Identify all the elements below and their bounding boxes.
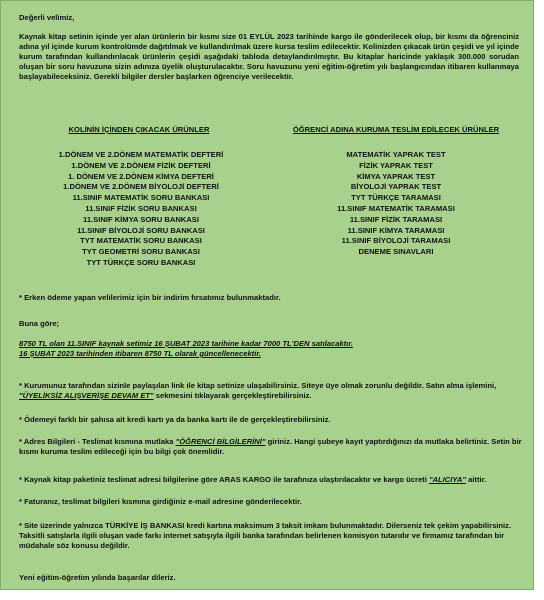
list-item: 11.SINIF FİZİK TARAMASI: [349, 214, 443, 224]
buna-gore-label: Buna göre;: [19, 319, 60, 328]
list-item: TYT MATEMATİK SORU BANKASI: [80, 236, 202, 246]
list-item: MATEMATİK YAPRAK TEST: [346, 150, 446, 159]
link-note-tail: sekmesini tıklayarak gerçekleştirebilirsiniz.: [155, 391, 312, 400]
list-item: TYT TÜRKÇE TARAMASI: [351, 193, 441, 203]
address-note-text: * Adres Bilgileri - Teslimat kısmına mutlaka: [19, 437, 174, 446]
address-note: [19, 437, 523, 457]
cargo-note: [19, 475, 523, 485]
payment-note: * Ödemeyi farklı bir şahısa ait kredi kartı ya da banka kartı ile de gerçekleştirebilirsiniz.: [19, 415, 331, 424]
list-item: 1.DÖNEM VE 2.DÖNEM BİYOLOJİ DEFTERİ: [63, 182, 219, 192]
student-info-label: "ÖĞRENCİ BİLGİLERİNİ": [175, 437, 266, 446]
list-item: 1.DÖNEM VE 2.DÖNEM FİZİK DEFTERİ: [71, 160, 211, 170]
address-note-tail: giriniz. Hangi şubeye kayıt yaptırdığınızı da mutlaka belirtiniz. Setin bir kısmı kuruma teslim edileceği için bu bilgi çok önemlidir.: [19, 437, 522, 456]
guest-checkout-label: "ÜYELİKSİZ ALIŞVERİŞE DEVAM ET": [19, 391, 154, 400]
recipient-label: "ALICIYA": [428, 475, 466, 484]
price-line-1: 8750 TL olan 11.SINIF kaynak setimiz 16 ŞUBAT 2023 tarihine kadar 7000 TL'DEN satılacaktır.: [19, 339, 353, 348]
list-item: 11.SINIF MATEMATİK SORU BANKASI: [72, 193, 210, 203]
list-item: 11.SINIF MATEMATİK TARAMASI: [337, 203, 455, 213]
early-payment-note: * Erken ödeme yapan velilerimiz için bir indirim fırsatımız bulunmaktadır.: [19, 293, 281, 302]
invoice-note: * Faturanız, teslimat bilgileri kısmına girdiğiniz e-mail adresine gönderilecektir.: [19, 497, 302, 506]
cargo-note-tail: aittir.: [468, 475, 487, 484]
cargo-note-text: * Kaynak kitap paketiniz teslimat adresi bilgilerine göre ARAS KARGO ile tarafınıza ulaştırılacaktır ve kargo ücreti: [19, 475, 427, 484]
list-item: 11.SINIF BİYOLOJİ SORU BANKASI: [77, 225, 205, 235]
list-item: TYT TÜRKÇE SORU BANKASI: [86, 257, 196, 267]
list-item: 11.SINIF KİMYA TARAMASI: [347, 225, 445, 235]
list-item: BİYOLOJİ YAPRAK TEST: [350, 182, 442, 192]
list-item: 1.DÖNEM VE 2.DÖNEM MATEMATİK DEFTERİ: [58, 150, 224, 159]
list-item: TYT GEOMETRİ SORU BANKASI: [82, 247, 200, 257]
link-note: [19, 381, 523, 401]
list-item: FİZİK YAPRAK TEST: [359, 160, 433, 170]
box-products-list: [21, 150, 261, 269]
left-column-heading: KOLİNİN İÇİNDEN ÇIKACAK ÜRÜNLER: [68, 125, 210, 134]
list-item: 11.SINIF FİZİK SORU BANKASI: [85, 203, 197, 213]
institution-products-list: [281, 150, 511, 258]
installment-note: * Site üzerinde yalnızca TÜRKİYE İŞ BANKASI kredi kartına maksimum 3 taksit imkanı bulunmaktadır. Dilerseniz tek çekim yapabilirsiniz. Taksitli satışlarla ilgili oluşan vade farkı internet satışıyla ilgili banka tarafından belirlenen komisyon tutarıdır ve firmamız tarafından bir müdahale söz konusu değildir.: [19, 521, 512, 550]
intro-paragraph: Kaynak kitap setinin içinde yer alan ürünlerin bir kısmı size 01 EYLÜL 2023 tarihinde kargo ile gönderilecek olup, bir kısmı da öğrenciniz adına yıl içinde kurum kontrolümde dağıtılmak ve kullandırılmak üzere kursa teslim edilecektir. Kolinizden çıkacak ürün çeşidi ve yıl içinde kurum tarafından kullandırılacak ürünlerin çeşidi aşağıdaki tabloda detaylandırılmıştır. Bu kitaplar haricinde yaklaşık 300.000 sorudan oluşan bir soru havuzuna sizin adınıza üyelik oluşturulacaktır. Soru havuzunu yeni eğitim-öğretim yılı başlangıcından itibaren kullanmaya başlayabileceksiniz. Gerekli bilgiler dersler başlarken öğrenciye verilecektir.: [19, 32, 519, 81]
greeting: Değerli velimiz,: [19, 13, 75, 22]
price-line-2: 16 ŞUBAT 2023 tarihinden itibaren 8750 TL olarak güncellenecektir.: [19, 349, 261, 358]
closing-line: Yeni eğitim-öğretim yılında başarılar dileriz.: [19, 573, 176, 582]
list-item: DENEME SINAVLARI: [358, 247, 434, 257]
list-item: 11.SINIF KİMYA SORU BANKASI: [83, 214, 199, 224]
link-note-text: * Kurumunuz tarafından sizinle paylaşılan link ile kitap setinize ulaşabilirsiniz. Siteye üye olmak zorunlu değildir. Satın alma işlemini,: [19, 381, 497, 390]
list-item: 11.SINIF BİYOLOJİ TARAMASI: [341, 236, 451, 246]
right-column-heading: ÖĞRENCİ ADINA KURUMA TESLİM EDİLECEK ÜRÜNLER: [292, 125, 500, 134]
list-item: 1. DÖNEM VE 2.DÖNEM KİMYA DEFTERİ: [68, 171, 214, 181]
list-item: KİMYA YAPRAK TEST: [356, 171, 436, 181]
